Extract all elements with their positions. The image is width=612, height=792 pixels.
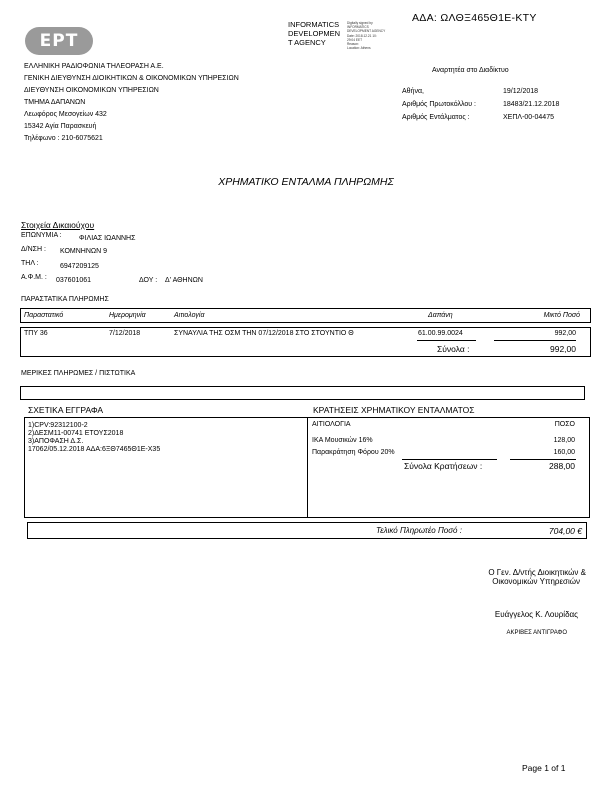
agency-line: T AGENCY [288, 38, 326, 47]
org-line: Λεωφόρος Μεσογείων 432 [24, 111, 107, 118]
row-date: 7/12/2018 [109, 330, 141, 337]
withholdings-underline [402, 459, 497, 460]
documents-total-label: Σύνολα : [437, 344, 470, 354]
col-expense: Δαπάνη [428, 312, 453, 319]
related-withholdings-divider [307, 417, 308, 518]
agency-line: INFORMATICS [288, 20, 340, 29]
beneficiary-doy-label: ΔΟΥ : [139, 277, 158, 284]
certified-copy-note: ΑΚΡΙΒΕΣ ΑΝΤΙΓΡΑΦΟ [506, 630, 567, 636]
final-amount-value: 704,00 € [548, 526, 582, 536]
signatory-name: Ευάγγελος Κ. Λουρίδας [494, 610, 578, 619]
signature-detail-line: INFORMATICS [347, 25, 369, 30]
row-expense: 61.00.99.0024 [418, 330, 463, 337]
internet-posting-note: Αναρτητέα στο Διαδίκτυο [432, 67, 509, 74]
organization-block [24, 61, 239, 145]
document-title: ΧΡΗΜΑΤΙΚΟ ΕΝΤΑΛΜΑ ΠΛΗΡΩΜΗΣ [218, 176, 394, 188]
withholdings-amount-underline [510, 459, 576, 460]
signature-detail-line: Location: Athens [347, 46, 371, 51]
org-line: ΕΛΛΗΝΙΚΗ ΡΑΔΙΟΦΩΝΙΑ ΤΗΛΕΟΡΑΣΗ Α.Ε. [24, 63, 164, 70]
beneficiary-afm-label: Α.Φ.Μ. : [21, 274, 47, 281]
partial-box [20, 386, 585, 400]
signature-detail-line: DEVELOPMENT AGENCY [347, 29, 386, 34]
beneficiary-phone-label: ΤΗΛ : [21, 260, 39, 267]
amount-underline [494, 340, 576, 341]
org-line: Τηλέφωνο : 210-6075621 [24, 135, 103, 142]
withholding-reason: Παρακράτηση Φόρου 20% [312, 449, 395, 456]
signature-detail-line: Digitally signed by [347, 21, 373, 25]
signatory-role-line2: Οικονομικών Υπηρεσιών [492, 577, 580, 586]
org-line: ΓΕΝΙΚΗ ΔΙΕΥΘΥΝΣΗ ΔΙΟΙΚΗΤΙΚΩΝ & ΟΙΚΟΝΟΜΙΚΩΝ ΥΠΗΡΕΣΙΩΝ [24, 75, 239, 82]
related-line: 17062/05.12.2018 ΑΔΑ:6ΞΘ7465Θ1Ε-Χ35 [28, 446, 161, 453]
withholdings-total-value: 288,00 [549, 461, 575, 471]
beneficiary-address: ΚΟΜΝΗΝΩΝ 9 [60, 248, 108, 255]
withholding-amount: 128,00 [553, 437, 575, 444]
row-amount: 992,00 [554, 330, 576, 337]
withholdings-col-amount: ΠΟΣΟ [554, 421, 575, 428]
documents-total-value: 992,00 [550, 344, 576, 354]
col-document: Παραστατικό [24, 312, 64, 319]
beneficiary-phone: 6947209125 [60, 263, 99, 270]
org-line: 15342 Αγία Παρασκευή [24, 123, 97, 130]
col-date: Ημερομηνία [109, 312, 146, 319]
partial-heading: ΜΕΡΙΚΕΣ ΠΛΗΡΩΜΕΣ / ΠΙΣΤΩΤΙΚΑ [21, 370, 136, 377]
beneficiary-heading: Στοιχεία Δικαιούχου [21, 220, 95, 230]
expense-underline [417, 340, 476, 341]
beneficiary-name: ΦΙΛΙΑΣ ΙΩΑΝΝΗΣ [79, 235, 136, 242]
signature-detail-line: Date: 2018.12.21 10: [347, 33, 377, 38]
ert-logo: ΕΡΤ [25, 27, 93, 55]
org-line: ΤΜΗΜΑ ΔΑΠΑΝΩΝ [24, 99, 86, 106]
col-amount: Μικτό Ποσό [543, 312, 580, 319]
final-amount-box [27, 522, 587, 539]
row-reason: ΣΥΝΑΥΛΙΑ ΤΗΣ ΟΣΜ ΤΗΝ 07/12/2018 ΣΤΟ ΣΤΟΥΝΤΙΟ Θ [174, 330, 354, 337]
org-line: ΔΙΕΥΘΥΝΣΗ ΟΙΚΟΝΟΜΙΚΩΝ ΥΠΗΡΕΣΙΩΝ [24, 87, 159, 94]
withholdings-col-reason: ΑΙΤΙΟΛΟΓΙΑ [312, 421, 351, 428]
beneficiary-doy: Δ' ΑΘΗΝΩΝ [165, 277, 203, 284]
signature-detail-line: 29:04 EET [347, 37, 363, 42]
related-line: 3)ΑΠΟΦΑΣΗ Δ.Σ. [28, 438, 84, 445]
meta-value-protocol: 18483/21.12.2018 [503, 101, 560, 108]
agency-signature-details [347, 21, 385, 50]
final-amount-label: Τελικό Πληρωτέο Ποσό : [376, 526, 462, 535]
beneficiary-afm: 037601061 [56, 277, 92, 284]
agency-signature-block [288, 20, 340, 47]
related-heading: ΣΧΕΤΙΚΑ ΕΓΓΡΑΦΑ [28, 405, 104, 415]
page-number: Page 1 of 1 [522, 763, 566, 773]
documents-heading: ΠΑΡΑΣΤΑΤΙΚΑ ΠΛΗΡΩΜΗΣ [21, 296, 109, 303]
related-list [28, 422, 160, 454]
related-line: 2)ΔΕΣΜ11-00741 ΕΤΟΥΣ2018 [28, 430, 124, 437]
withholdings-total-label: Σύνολα Κρατήσεων : [404, 461, 483, 471]
row-document: ΤΠΥ 36 [24, 330, 48, 337]
meta-label-protocol: Αριθμός Πρωτοκόλλου : [402, 101, 476, 108]
meta-value-order: ΧΕΠΛ-00-04475 [503, 114, 554, 121]
meta-label-order: Αριθμός Εντάλματος : [402, 114, 470, 121]
related-line: 1)CPV:92312100-2 [28, 422, 88, 429]
signature-detail-line: Reason: [347, 42, 359, 47]
beneficiary-address-label: Δ/ΝΣΗ : [21, 246, 46, 253]
withholdings-heading: ΚΡΑΤΗΣΕΙΣ ΧΡΗΜΑΤΙΚΟΥ ΕΝΤΑΛΜΑΤΟΣ [313, 405, 475, 415]
col-reason: Αιτιολογία [174, 312, 205, 319]
withholding-amount: 160,00 [553, 449, 575, 456]
meta-label-date: Αθήνα, [402, 88, 424, 95]
withholding-reason: ΙΚΑ Μουσικών 16% [312, 437, 373, 444]
ada-code: ΑΔΑ: ΩΛΘΞ465Θ1Ε-ΚΤΥ [412, 12, 537, 24]
beneficiary-name-label: ΕΠΩΝΥΜΙΑ : [21, 232, 62, 239]
signatory-role-line1: Ο Γεν. Δ/ντής Διοικητικών & [488, 568, 586, 577]
meta-value-date: 19/12/2018 [503, 88, 539, 95]
agency-line: DEVELOPMEN [288, 29, 341, 38]
